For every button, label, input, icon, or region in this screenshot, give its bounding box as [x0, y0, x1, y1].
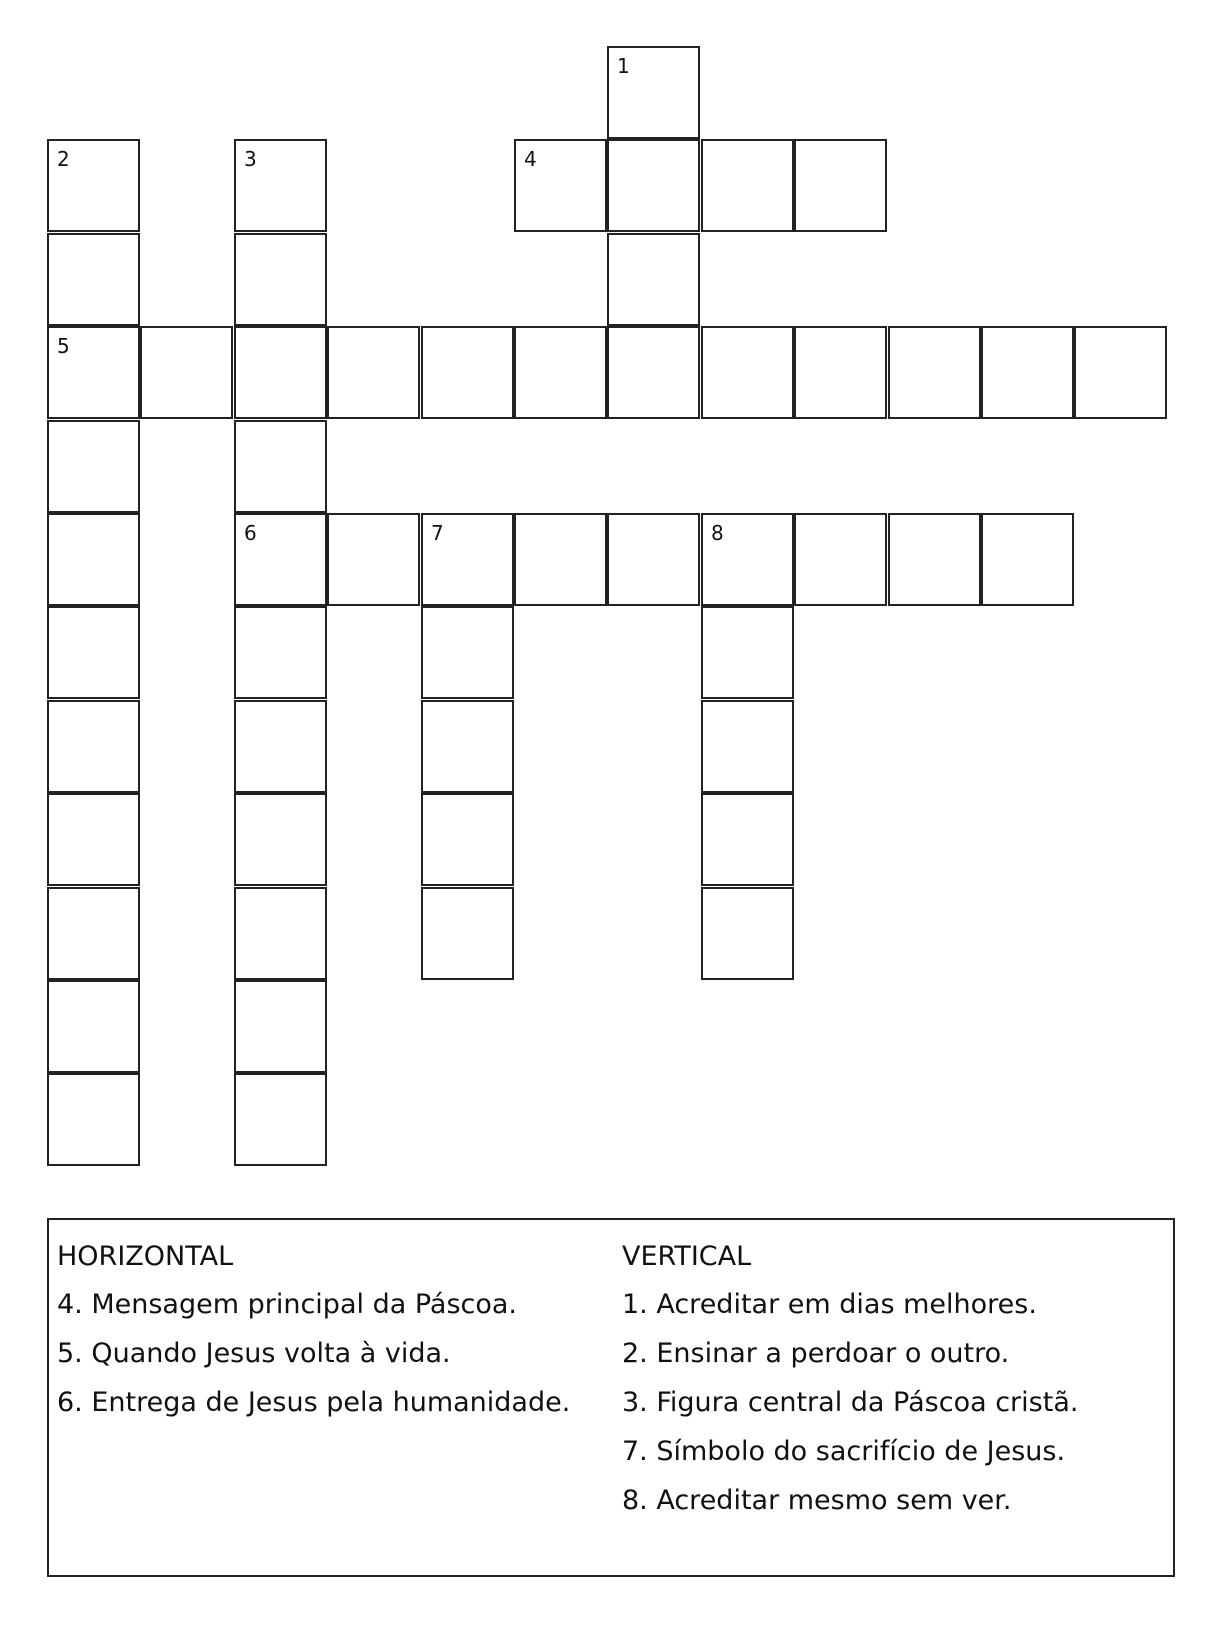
vertical-clues-title: VERTICAL — [622, 1241, 752, 1272]
crossword-cell[interactable] — [607, 513, 700, 606]
clue-horizontal-5: 5. Quando Jesus volta à vida. — [57, 1338, 451, 1369]
crossword-cell[interactable] — [607, 233, 700, 326]
crossword-cell[interactable] — [701, 700, 794, 793]
crossword-cell[interactable] — [234, 606, 327, 699]
clue-number: 3 — [244, 147, 257, 171]
crossword-cell[interactable] — [234, 980, 327, 1073]
crossword-cell[interactable] — [421, 700, 514, 793]
horizontal-clues — [57, 1234, 570, 1427]
crossword-cell[interactable] — [701, 513, 794, 606]
crossword-cell[interactable] — [234, 326, 327, 419]
crossword-cell[interactable] — [234, 139, 327, 232]
crossword-cell[interactable] — [981, 326, 1074, 419]
crossword-cell[interactable] — [234, 700, 327, 793]
crossword-cell[interactable] — [607, 326, 700, 419]
crossword-cell[interactable] — [888, 513, 981, 606]
crossword-cell[interactable] — [701, 606, 794, 699]
clue-vertical-7: 7. Símbolo do sacrifício de Jesus. — [622, 1436, 1066, 1467]
clue-number: 7 — [431, 521, 444, 545]
crossword-cell[interactable] — [794, 513, 887, 606]
crossword-cell[interactable] — [47, 1073, 140, 1166]
crossword-cell[interactable] — [701, 139, 794, 232]
crossword-cell[interactable] — [514, 326, 607, 419]
clues-box — [47, 1218, 1175, 1577]
crossword-cell[interactable] — [234, 233, 327, 326]
crossword-cell[interactable] — [47, 980, 140, 1073]
crossword-cell[interactable] — [327, 326, 420, 419]
clue-horizontal-6: 6. Entrega de Jesus pela humanidade. — [57, 1387, 571, 1418]
clue-vertical-2: 2. Ensinar a perdoar o outro. — [622, 1338, 1010, 1369]
clue-number: 5 — [57, 334, 70, 358]
crossword-cell[interactable] — [794, 326, 887, 419]
crossword-cell[interactable] — [47, 606, 140, 699]
crossword-cell[interactable] — [234, 513, 327, 606]
crossword-cell[interactable] — [981, 513, 1074, 606]
crossword-cell[interactable] — [47, 700, 140, 793]
crossword-cell[interactable] — [421, 887, 514, 980]
crossword-cell[interactable] — [514, 513, 607, 606]
crossword-cell[interactable] — [47, 326, 140, 419]
crossword-cell[interactable] — [234, 887, 327, 980]
crossword-cell[interactable] — [234, 420, 327, 513]
crossword-cell[interactable] — [47, 513, 140, 606]
clue-vertical-1: 1. Acreditar em dias melhores. — [622, 1289, 1037, 1320]
clue-horizontal-4: 4. Mensagem principal da Páscoa. — [57, 1289, 518, 1320]
crossword-cell[interactable] — [1074, 326, 1167, 419]
clue-vertical-8: 8. Acreditar mesmo sem ver. — [622, 1485, 1012, 1516]
crossword-cell[interactable] — [421, 793, 514, 886]
crossword-cell[interactable] — [421, 606, 514, 699]
crossword-cell[interactable] — [607, 46, 700, 139]
clue-number: 4 — [524, 147, 537, 171]
clue-number: 6 — [244, 521, 257, 545]
crossword-cell[interactable] — [701, 326, 794, 419]
crossword-cell[interactable] — [701, 887, 794, 980]
clue-number: 1 — [617, 54, 630, 78]
crossword-cell[interactable] — [421, 326, 514, 419]
crossword-cell[interactable] — [47, 233, 140, 326]
crossword-cell[interactable] — [234, 793, 327, 886]
clue-number: 8 — [711, 521, 724, 545]
crossword-cell[interactable] — [607, 139, 700, 232]
crossword-cell[interactable] — [421, 513, 514, 606]
crossword-cell[interactable] — [47, 139, 140, 232]
crossword-cell[interactable] — [327, 513, 420, 606]
horizontal-clues-title: HORIZONTAL — [57, 1241, 234, 1272]
crossword-cell[interactable] — [47, 793, 140, 886]
crossword-cell[interactable] — [234, 1073, 327, 1166]
clue-vertical-3: 3. Figura central da Páscoa cristã. — [622, 1387, 1079, 1418]
crossword-cell[interactable] — [701, 793, 794, 886]
crossword-cell[interactable] — [888, 326, 981, 419]
vertical-clues — [622, 1234, 1078, 1525]
crossword-cell[interactable] — [794, 139, 887, 232]
crossword-cell[interactable] — [47, 887, 140, 980]
crossword-cell[interactable] — [140, 326, 233, 419]
crossword-cell[interactable] — [47, 420, 140, 513]
crossword-cell[interactable] — [514, 139, 607, 232]
clue-number: 2 — [57, 147, 70, 171]
